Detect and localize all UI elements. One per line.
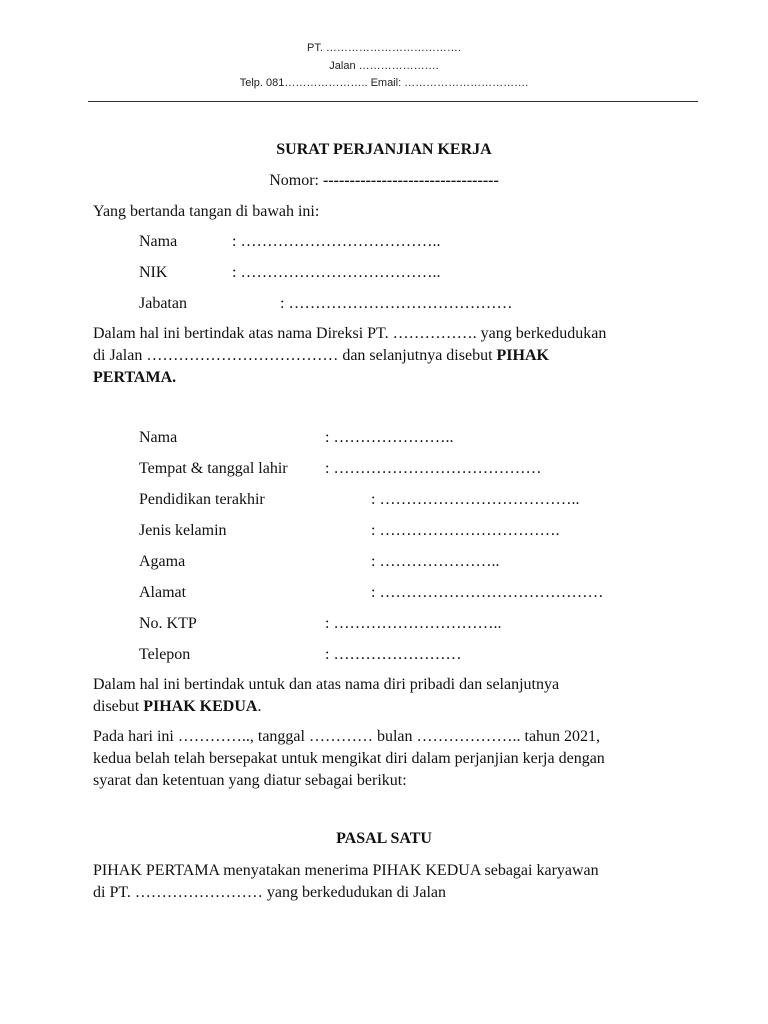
pihak-kedua-label: PIHAK KEDUA <box>143 698 258 715</box>
pk-period: . <box>257 698 262 715</box>
letterhead-contact: Telp. 081………………….. Email: ……………………………. <box>239 77 529 89</box>
field-label: Pendidikan terakhir <box>139 491 265 508</box>
field-label: Nama <box>139 233 178 250</box>
pertama-label: PERTAMA. <box>93 369 177 386</box>
field-value: : …………………… <box>325 646 462 663</box>
agreement-paragraph <box>93 726 683 792</box>
field-label: Nama <box>139 429 178 446</box>
field-value: : ………………….. <box>325 429 454 446</box>
pp-line-2 <box>93 345 683 367</box>
field-label: Telepon <box>139 646 191 663</box>
field-label: NIK <box>139 264 168 281</box>
field-label: Alamat <box>139 584 187 601</box>
document-number <box>0 172 768 190</box>
field-value: : ……………………………….. <box>371 491 580 508</box>
nomor-label: Nomor: <box>269 172 319 189</box>
field-value: : ……………………………….. <box>232 264 441 281</box>
pk-line-1: Dalam hal ini bertindak untuk dan atas nama diri pribadi dan selanjutnya <box>93 676 560 693</box>
pasal-satu-line-2: di PT. …………………… yang berkedudukan di Jalan <box>93 884 446 901</box>
document-title: SURAT PERJANJIAN KERJA <box>276 141 492 158</box>
nomor-value: --------------------------------- <box>322 172 499 189</box>
letterhead-address: Jalan …………………. <box>329 60 439 72</box>
agreement-line-1: Pada hari ini ………….., tanggal ………… bulan ……………….. tahun 2021, <box>93 728 601 745</box>
field-value: : ………………….. <box>371 553 500 570</box>
pihak-label: PIHAK <box>496 347 549 364</box>
field-label: Tempat & tanggal lahir <box>139 460 288 477</box>
field-value: : …………………………………… <box>371 584 604 601</box>
pk-line-2 <box>93 696 683 718</box>
field-value: : ………………………………… <box>325 460 542 477</box>
pasal-satu-line-1: PIHAK PERTAMA menyatakan menerima PIHAK KEDUA sebagai karyawan <box>93 862 599 879</box>
pasal-satu-heading: PASAL SATU <box>336 830 432 847</box>
field-value: : …………………………………… <box>280 295 513 312</box>
field-label: No. KTP <box>139 615 197 632</box>
field-value: : ……………………………….. <box>232 233 441 250</box>
pasal-satu-paragraph <box>93 860 683 904</box>
field-label: Agama <box>139 553 186 570</box>
agreement-line-2: kedua belah telah bersepakat untuk mengikat diri dalam perjanjian kerja dengan <box>93 750 605 767</box>
field-label: Jabatan <box>139 295 187 312</box>
letterhead-company: PT. ………………………………. <box>306 42 461 54</box>
pp-line-1: Dalam hal ini bertindak atas nama Direksi PT. ……………. yang berkedudukan <box>93 325 607 342</box>
field-value: : ………………………….. <box>325 615 502 632</box>
pihak-kedua-paragraph <box>93 674 683 718</box>
pihak-pertama-paragraph <box>93 323 683 389</box>
pp-line-2-text: di Jalan ……………………………… dan selanjutnya disebut <box>93 347 497 364</box>
intro-text: Yang bertanda tangan di bawah ini: <box>93 203 320 220</box>
agreement-line-3: syarat dan ketentuan yang diatur sebagai berikut: <box>93 772 407 789</box>
letterhead-divider <box>88 101 698 102</box>
pk-line-2-text: disebut <box>93 698 144 715</box>
field-label: Jenis kelamin <box>139 522 227 539</box>
field-value: : ……………………………. <box>371 522 560 539</box>
